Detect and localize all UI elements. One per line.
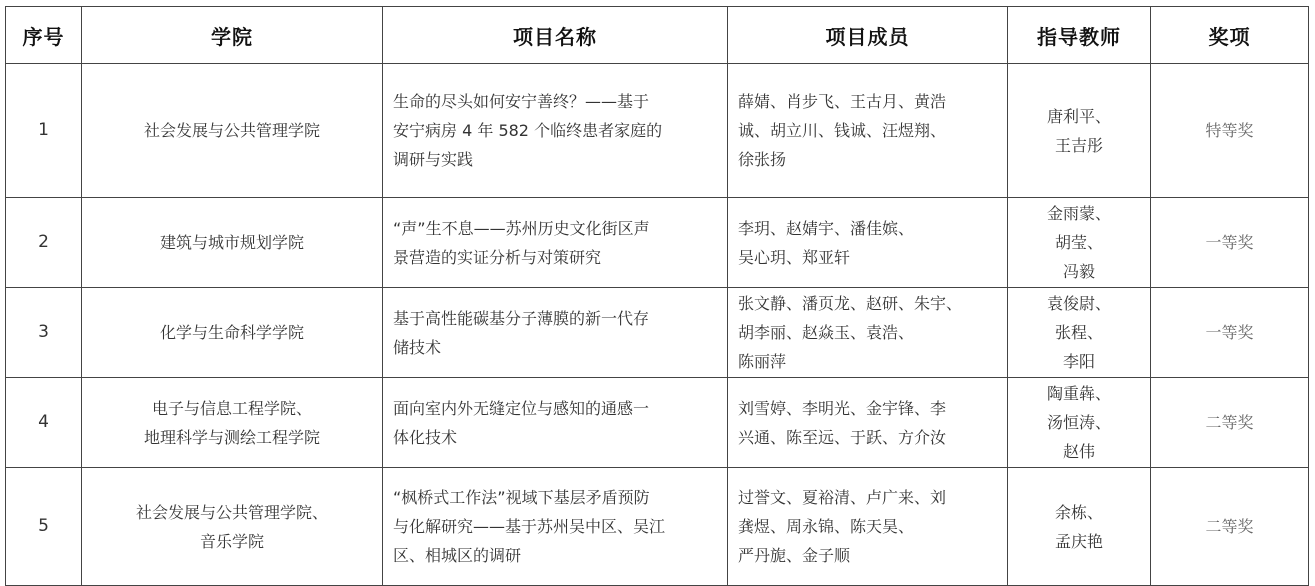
college-line: 社会发展与公共管理学院 [143,121,320,140]
cell-college [82,198,383,288]
members-line: 严丹旎、金子顺 [738,546,851,565]
members-line: 兴通、陈至远、于跃、方介汝 [738,427,947,447]
table-row [6,378,1309,468]
cell-advisors [1008,198,1151,288]
college-line: 音乐学院 [199,531,264,551]
members-line: 刘雪婷、李明光、金宇锋、李 [738,398,947,418]
project-line: 储技术 [393,337,442,357]
cell-advisors [1008,64,1151,198]
college-line: 地理科学与测绘工程学院 [143,427,320,447]
cell-project [383,198,728,288]
members-line: 吴心玥、郑亚轩 [738,247,851,267]
header-project: 项目名称 [383,7,728,64]
college-line: 社会发展与公共管理学院、 [135,502,328,522]
header-advisors: 指导教师 [1008,7,1151,64]
advisor-line: 李阳 [1062,352,1095,371]
table-row [6,288,1309,378]
college-line: 电子与信息工程学院、 [151,398,312,418]
college-line: 建筑与城市规划学院 [159,233,304,252]
members-line: 张文静、潘页龙、赵研、朱宇、 [738,294,963,313]
project-line: 景营造的实证分析与对策研究 [393,247,602,267]
awards-table [5,6,1309,586]
header-award: 奖项 [1151,7,1309,64]
members-line: 陈丽萍 [738,352,787,371]
advisor-line: 袁俊尉、 [1046,294,1111,313]
project-line: “枫桥式工作法”视域下基层矛盾预防 [393,488,650,507]
members-line: 徐张扬 [738,150,787,169]
cell-project [383,468,728,586]
cell-award: 一等奖 [1151,198,1309,288]
cell-seq: 1 [6,64,82,198]
cell-college [82,64,383,198]
cell-advisors [1008,468,1151,586]
cell-college [82,288,383,378]
advisor-line: 金雨蒙、 [1046,204,1111,223]
advisor-line: 王吉彤 [1054,135,1103,155]
advisor-line: 孟庆艳 [1054,531,1103,551]
project-line: 面向室内外无缝定位与感知的通感一 [393,398,650,418]
cell-award: 一等奖 [1151,288,1309,378]
cell-seq: 2 [6,198,82,288]
members-line: 李玥、赵婧宇、潘佳嫔、 [738,218,915,238]
cell-project [383,378,728,468]
cell-project [383,288,728,378]
header-members: 项目成员 [728,7,1008,64]
table-row [6,468,1309,586]
cell-project [383,64,728,198]
cell-members [728,288,1008,378]
cell-advisors [1008,288,1151,378]
members-line: 胡李丽、赵焱玉、袁浩、 [738,323,915,342]
members-line: 龚煜、周永锦、陈天昊、 [738,517,915,536]
project-line: 体化技术 [393,427,458,447]
advisor-line: 冯毅 [1062,262,1095,281]
cell-seq: 4 [6,378,82,468]
header-college: 学院 [82,7,383,64]
advisor-line: 汤恒涛、 [1046,413,1111,432]
project-line: “声”生不息——苏州历史文化街区声 [393,218,650,238]
cell-award: 二等奖 [1151,378,1309,468]
table-row [6,64,1309,198]
cell-seq: 3 [6,288,82,378]
project-line: 区、相城区的调研 [393,546,522,565]
cell-college [82,468,383,586]
members-line: 过誉文、夏裕清、卢广来、刘 [738,488,947,507]
members-line: 薛婧、肖步飞、王古月、黄浩 [738,92,947,111]
cell-members [728,64,1008,198]
cell-seq: 5 [6,468,82,586]
advisor-line: 胡莹、 [1054,233,1103,252]
project-line: 与化解研究——基于苏州吴中区、吴江 [393,517,666,536]
cell-advisors [1008,378,1151,468]
header-row [6,7,1309,64]
cell-members [728,468,1008,586]
advisor-line: 张程、 [1054,323,1103,342]
members-line: 诚、胡立川、钱诚、汪煜翔、 [738,121,947,140]
project-line: 调研与实践 [393,150,474,169]
cell-members [728,378,1008,468]
advisor-line: 余栋、 [1054,502,1103,522]
cell-members [728,198,1008,288]
advisor-line: 赵伟 [1062,442,1095,461]
header-seq: 序号 [6,7,82,64]
college-line: 化学与生命科学学院 [159,323,304,342]
cell-award: 特等奖 [1151,64,1309,198]
project-line: 安宁病房 4 年 582 个临终患者家庭的 [393,121,663,140]
project-line: 生命的尽头如何安宁善终？——基于 [393,92,650,111]
cell-college [82,378,383,468]
table-row [6,198,1309,288]
cell-award: 二等奖 [1151,468,1309,586]
advisor-line: 唐利平、 [1046,106,1111,126]
project-line: 基于高性能碳基分子薄膜的新一代存 [393,308,650,328]
advisor-line: 陶重犇、 [1046,384,1111,403]
